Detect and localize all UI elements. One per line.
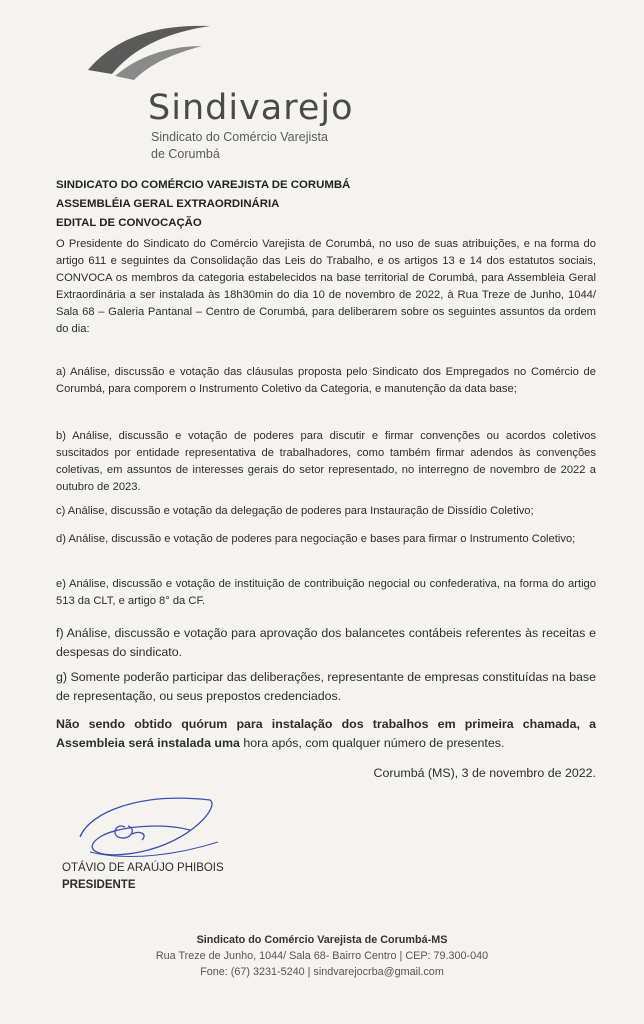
logo-subtitle-line1: Sindicato do Comércio Varejista xyxy=(151,130,328,144)
header-line-3: EDITAL DE CONVOCAÇÃO xyxy=(56,217,202,229)
logo-subtitle-line2: de Corumbá xyxy=(151,147,220,161)
document-date: Corumbá (MS), 3 de novembro de 2022. xyxy=(373,766,596,780)
logo-swoosh-icon xyxy=(60,18,210,88)
item-a: a) Análise, discussão e votação das cláusulas proposta pelo Sindicato dos Empregados no Comércio de Corumbá, para comporem o Instrumento Coletivo da Categoria, e manutenção da data base; xyxy=(56,366,596,395)
logo xyxy=(60,18,354,161)
quorum-paragraph xyxy=(56,715,596,753)
footer-org: Sindicato do Comércio Varejista de Corumbá-MS xyxy=(196,934,448,946)
signature-icon xyxy=(70,782,220,867)
item-f: f) Análise, discussão e votação para aprovação dos balancetes contábeis referentes às receitas e despesas do sindicato. xyxy=(56,626,596,659)
intro-paragraph: O Presidente do Sindicato do Comércio Varejista de Corumbá, no uso de suas atribuições, e na forma do artigo 611 e seguintes da Consolidação das Leis do Trabalho, e os artigos 13 e 14 dos estatutos sociais, CONVOCA os membros da categoria estabelecidos na base territorial de Corumbá, para Assembleia Geral Extraordinária a ser instalada às 18h30min do dia 10 de novembro de 2022, à Rua Treze de Junho, 1044/ Sala 68 – Galeria Pantanal – Centro de Corumbá, para deliberarem sobre os seguintes assuntos da ordem do dia: xyxy=(56,238,596,335)
document-header xyxy=(56,176,350,233)
quorum-rest: hora após, com qualquer número de presentes. xyxy=(239,736,505,750)
document-footer xyxy=(0,932,644,980)
header-line-1: SINDICATO DO COMÉRCIO VAREJISTA DE CORUMBÁ xyxy=(56,179,351,191)
header-line-2: ASSEMBLÉIA GERAL EXTRAORDINÁRIA xyxy=(56,198,280,210)
footer-contact: Fone: (67) 3231-5240 | sindvarejocrba@gmail.com xyxy=(200,966,444,978)
quorum-bold: Não sendo obtido quórum para instalação dos trabalhos em primeira chamada, a Assembleia será instalada uma xyxy=(56,717,596,750)
signer-name: OTÁVIO DE ARAÚJO PHIBOIS xyxy=(62,862,224,874)
item-e: e) Análise, discussão e votação de instituição de contribuição negocial ou confederativa, na forma do artigo 513 da CLT, e artigo 8° da CF. xyxy=(56,578,596,607)
logo-name: Sindivarejo xyxy=(148,88,354,128)
footer-address: Rua Treze de Junho, 1044/ Sala 68- Bairro Centro | CEP: 79.300-040 xyxy=(155,950,489,962)
logo-subtitle xyxy=(151,129,328,163)
signer-block xyxy=(62,860,224,894)
item-c: c) Análise, discussão e votação da delegação de poderes para Instauração de Dissídio Coletivo; xyxy=(56,505,534,517)
item-b: b) Análise, discussão e votação de poderes para discutir e firmar convenções ou acordos coletivos suscitados por entidade representativa de trabalhadores, como também firmar adendos às convenções coletivas, em assuntos de interesses gerais do setor representado, no interregno de novembro de 2022 a outubro de 2023. xyxy=(56,430,596,493)
signer-role: PRESIDENTE xyxy=(62,879,136,891)
item-g: g) Somente poderão participar das deliberações, representante de empresas constituídas na base de representação, ou seus prepostos credenciados. xyxy=(56,670,597,703)
item-d: d) Análise, discussão e votação de poderes para negociação e bases para firmar o Instrumento Coletivo; xyxy=(56,533,576,545)
